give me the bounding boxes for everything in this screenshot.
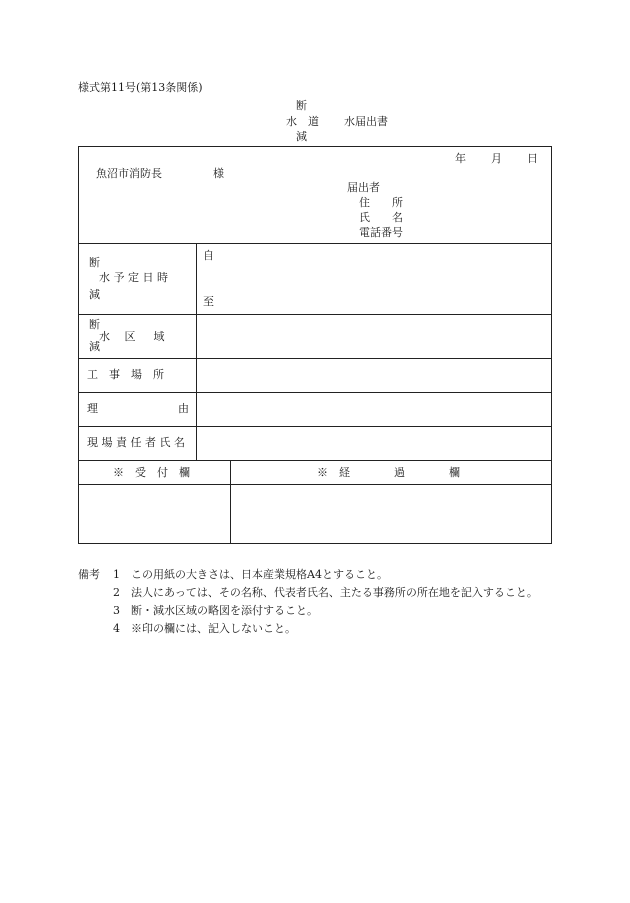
address-label: 住 所 xyxy=(359,196,403,209)
site-label: 工 事 場 所 xyxy=(87,368,164,381)
title-water-supply: 水 道 xyxy=(286,115,319,128)
form-number: 様式第11号(第13条関係) xyxy=(78,81,203,94)
note-item: この用紙の大きさは、日本産業規格A4とすること。 xyxy=(131,568,388,581)
note-number: 2 xyxy=(113,586,120,599)
title-main: 水届出書 xyxy=(344,115,388,128)
title-dan: 断 xyxy=(296,99,307,112)
title-gen: 減 xyxy=(296,130,307,143)
schedule-from: 自 xyxy=(203,249,214,262)
area-dan: 断 xyxy=(89,318,100,331)
reason-label-first: 理 xyxy=(87,402,98,415)
area-label: 水 区 域 xyxy=(99,330,165,343)
addressee: 魚沼市消防長 xyxy=(96,167,162,180)
note-item: ※印の欄には、記入しないこと。 xyxy=(131,622,296,635)
note-item: 法人にあっては、その名称、代表者氏名、主たる事務所の所在地を記入すること。 xyxy=(131,586,538,599)
note-item: 断・減水区域の略図を添付すること。 xyxy=(131,604,318,617)
column-divider xyxy=(196,243,197,460)
name-label: 氏 名 xyxy=(359,211,403,224)
progress-header: ※ 経 過 欄 xyxy=(317,466,460,479)
site-manager-label: 現 場 責 任 者 氏 名 xyxy=(87,436,185,449)
row-divider xyxy=(79,484,551,485)
reason-label-last: 由 xyxy=(178,402,189,415)
filer-label: 届出者 xyxy=(347,181,380,194)
row-divider xyxy=(79,460,551,461)
notification-form xyxy=(78,146,552,544)
schedule-label: 水 予 定 日 時 xyxy=(99,271,168,284)
row-divider xyxy=(79,358,551,359)
date-day: 日 xyxy=(527,152,538,165)
schedule-to: 至 xyxy=(203,295,214,308)
phone-label: 電話番号 xyxy=(359,226,403,239)
row-divider xyxy=(79,243,551,244)
schedule-gen: 減 xyxy=(89,288,100,301)
column-divider xyxy=(230,460,231,543)
area-gen: 減 xyxy=(89,340,100,353)
note-number: 3 xyxy=(113,604,120,617)
schedule-dan: 断 xyxy=(89,256,100,269)
honorific: 様 xyxy=(213,167,224,180)
row-divider xyxy=(79,426,551,427)
note-number: 1 xyxy=(113,568,120,581)
notes-heading: 備考 xyxy=(78,568,100,581)
row-divider xyxy=(79,314,551,315)
row-divider xyxy=(79,392,551,393)
date-year: 年 xyxy=(455,152,466,165)
date-month: 月 xyxy=(491,152,502,165)
reception-header: ※ 受 付 欄 xyxy=(113,466,190,479)
note-number: 4 xyxy=(113,622,120,635)
